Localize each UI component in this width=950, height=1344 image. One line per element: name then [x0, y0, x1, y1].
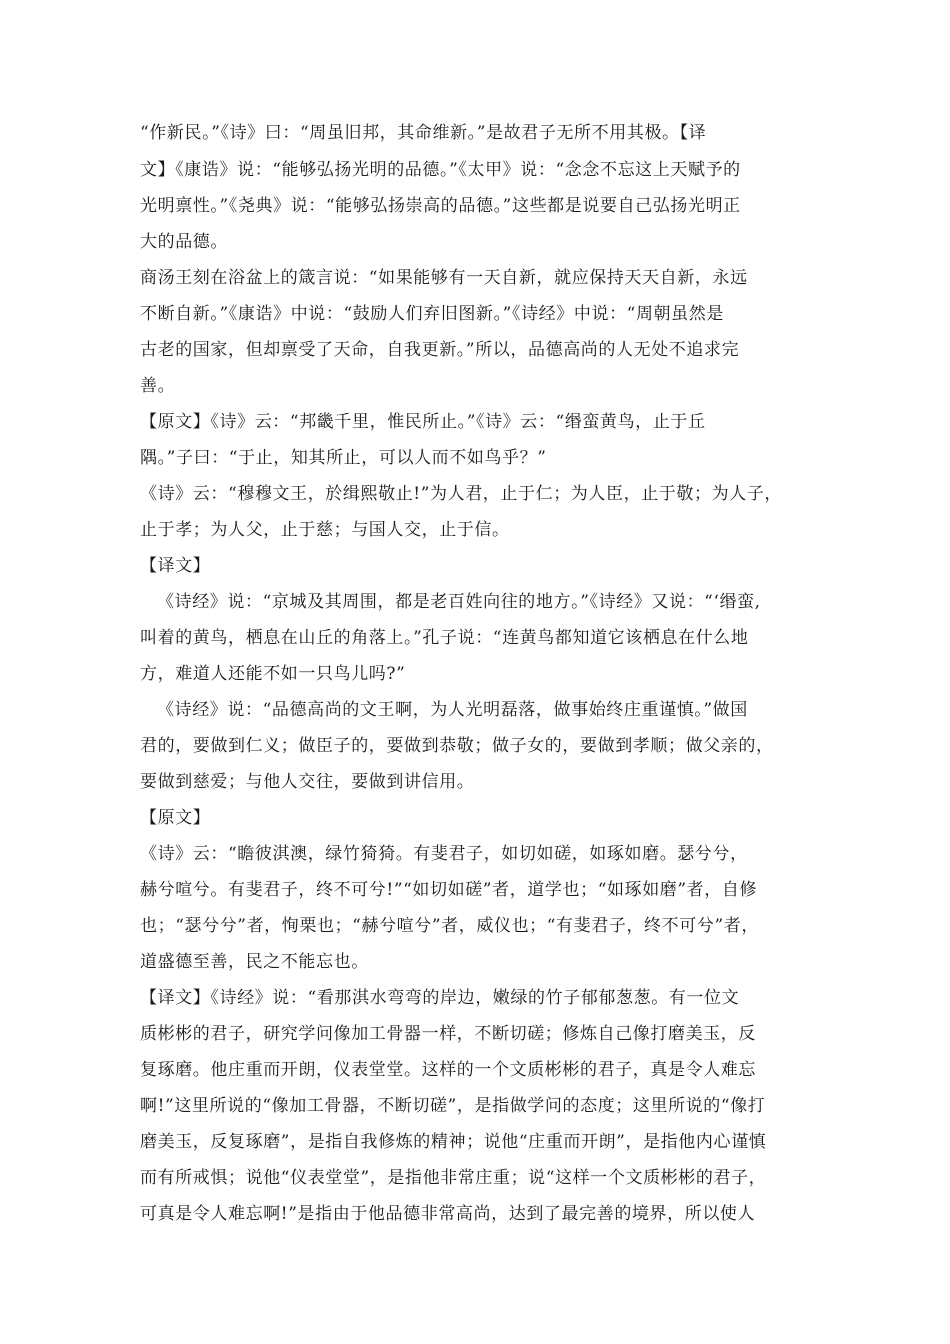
text-line: “作新民。”《诗》曰：“周虽旧邦，其命维新。”是故君子无所不用其极。【译 — [140, 123, 707, 143]
text-line: 《诗》云：“穆穆文王，於缉熙敬止!”为人君，止于仁；为人臣，止于敬；为人子， — [140, 484, 783, 504]
text-line: 止于孝；为人父，止于慈；与国人交，止于信。 — [140, 520, 510, 540]
text-line: 光明禀性。”《尧典》说：“能够弘扬崇高的品德。”这些都是说要自己弘扬光明正 — [140, 196, 741, 216]
text-line: 而有所戒惧；说他“仪表堂堂”，是指他非常庄重；说“这样一个文质彬彬的君子， — [140, 1168, 767, 1188]
text-line: 君的，要做到仁义；做臣子的，要做到恭敬；做子女的，要做到孝顺；做父亲的， — [140, 736, 774, 756]
text-line: 道盛德至善，民之不能忘也。 — [140, 952, 369, 972]
text-line: 啊!”这里所说的“像加工骨器，不断切磋”，是指做学问的态度；这里所说的“像打 — [140, 1096, 766, 1116]
text-line: 不断自新。”《康诰》中说：“鼓励人们弃旧图新。”《诗经》中说：“周朝虽然是 — [140, 304, 724, 324]
text-line: 方，难道人还能不如一只鸟儿吗?” — [140, 664, 406, 684]
text-line: 可真是令人难忘啊!”是指由于他品德非常高尚，达到了最完善的境界，所以使人 — [140, 1204, 756, 1224]
text-line: 磨美玉，反复琢磨”，是指自我修炼的精神；说他“庄重而开朗”，是指他内心谨慎 — [140, 1132, 767, 1152]
text-line: 《诗经》说：“品德高尚的文王啊，为人光明磊落，做事始终庄重谨慎。”做国 — [157, 700, 748, 720]
text-line: 要做到慈爱；与他人交往，要做到讲信用。 — [140, 772, 475, 792]
text-line: 质彬彬的君子，研究学问像加工骨器一样，不断切磋；修炼自己像打磨美玉，反 — [140, 1024, 756, 1044]
text-line: 赫兮喧兮。有斐君子，终不可兮!”“如切如磋”者，道学也；“如琢如磨”者，自修 — [140, 880, 758, 900]
text-line: 大的品德。 — [140, 232, 228, 252]
text-line: 叫着的黄鸟，栖息在山丘的角落上。”孔子说：“连黄鸟都知道它该栖息在什么地 — [140, 628, 749, 648]
text-line: 【译文】《诗经》说：“看那淇水弯弯的岸边，嫩绿的竹子郁郁葱葱。有一位文 — [140, 988, 740, 1008]
text-line: 文】《康诰》说：“能够弘扬光明的品德。”《太甲》说：“念念不忘这上天赋予的 — [140, 160, 741, 180]
text-line: 复琢磨。他庄重而开朗，仪表堂堂。这样的一个文质彬彬的君子，真是令人难忘 — [140, 1060, 756, 1080]
section-heading: 【译文】 — [140, 556, 211, 576]
text-line: 商汤王刻在浴盆上的箴言说：“如果能够有一天自新，就应保持天天自新，永远 — [140, 268, 748, 288]
text-line: 古老的国家，但却禀受了天命，自我更新。”所以，品德高尚的人无处不追求完 — [140, 340, 740, 360]
text-line: 【原文】《诗》云：“邦畿千里，惟民所止。”《诗》云：“缗蛮黄鸟，止于丘 — [140, 412, 706, 432]
section-heading: 【原文】 — [140, 808, 211, 828]
text-line: 《诗》云：“瞻彼淇澳，绿竹猗猗。有斐君子，如切如磋，如琢如磨。瑟兮兮， — [140, 844, 748, 864]
text-line: 善。 — [140, 376, 176, 396]
text-line: 《诗经》说：“京城及其周围，都是老百姓向往的地方。”《诗经》又说：“‘缗蛮, — [157, 592, 761, 612]
text-line: 隅。”子曰：“于止，知其所止，可以人而不如鸟乎？” — [140, 448, 547, 468]
text-line: 也；“瑟兮兮”者，恂栗也；“赫兮喧兮”者，威仪也；“有斐君子，终不可兮”者， — [140, 916, 759, 936]
